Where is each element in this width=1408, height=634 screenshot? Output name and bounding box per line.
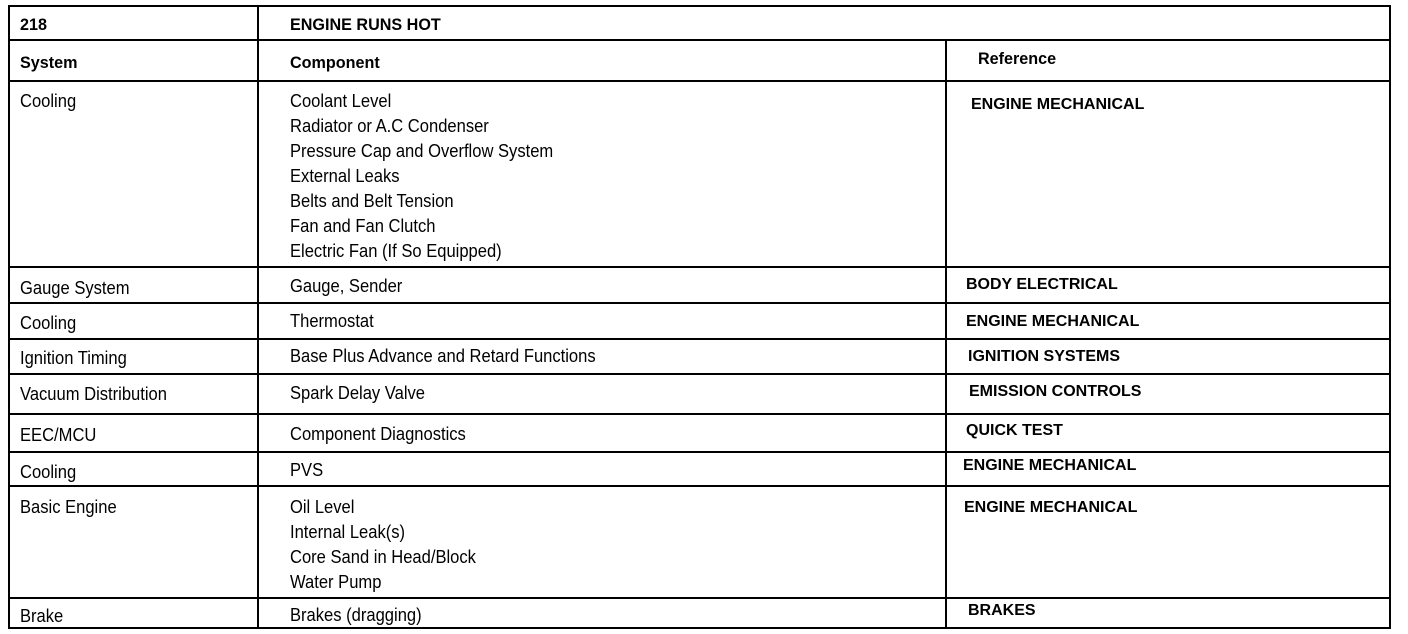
system-name: EEC/MCU	[20, 425, 97, 445]
table-row	[10, 304, 1389, 340]
reference-cell	[947, 415, 1389, 451]
component-cell	[259, 375, 947, 413]
component-cell	[259, 268, 947, 302]
system-name: Vacuum Distribution	[20, 384, 167, 404]
reference-section: ENGINE MECHANICAL	[971, 96, 1145, 113]
system-name: Brake	[20, 606, 64, 626]
reference-section: BRAKES	[968, 602, 1036, 619]
title-cell	[259, 7, 1389, 39]
reference-section: ENGINE MECHANICAL	[964, 499, 1138, 516]
component-cell	[259, 304, 947, 338]
component-cell	[259, 340, 947, 373]
component-item: Core Sand in Head/Block	[290, 547, 476, 567]
component-item: Base Plus Advance and Retard Functions	[290, 346, 596, 366]
component-item: Thermostat	[290, 311, 374, 331]
component-item: Spark Delay Valve	[290, 383, 425, 403]
code-cell	[10, 7, 259, 39]
system-name: Cooling	[20, 91, 77, 111]
table-title-row	[10, 7, 1389, 41]
system-cell	[10, 268, 259, 302]
component-item: Radiator or A.C Condenser	[290, 116, 489, 136]
table-row	[10, 375, 1389, 415]
system-name: Cooling	[20, 313, 77, 333]
system-cell	[10, 82, 259, 266]
reference-column-header: Reference	[978, 49, 1057, 68]
component-item: External Leaks	[290, 166, 400, 186]
system-cell	[10, 599, 259, 629]
reference-cell	[947, 304, 1389, 338]
reference-header-cell	[947, 41, 1389, 80]
system-name: Cooling	[20, 462, 77, 482]
component-cell	[259, 453, 947, 485]
reference-section: ENGINE MECHANICAL	[966, 313, 1140, 330]
component-item: Belts and Belt Tension	[290, 191, 454, 211]
component-item: Pressure Cap and Overflow System	[290, 141, 554, 161]
component-item: Internal Leak(s)	[290, 522, 406, 542]
column-header-row	[10, 41, 1389, 82]
code-number: 218	[20, 15, 47, 34]
table-row	[10, 487, 1389, 599]
component-cell	[259, 82, 947, 266]
table-row	[10, 340, 1389, 375]
component-column-header: Component	[290, 53, 380, 72]
system-cell	[10, 375, 259, 413]
diagnostic-table	[8, 5, 1391, 629]
reference-cell	[947, 340, 1389, 373]
system-header-cell	[10, 41, 259, 80]
reference-section: BODY ELECTRICAL	[966, 276, 1118, 293]
reference-cell	[947, 599, 1389, 629]
system-cell	[10, 304, 259, 338]
system-column-header: System	[20, 53, 78, 72]
table-title: ENGINE RUNS HOT	[290, 15, 441, 34]
reference-cell	[947, 487, 1389, 597]
component-item: Fan and Fan Clutch	[290, 216, 436, 236]
component-item: Coolant Level	[290, 91, 392, 111]
system-cell	[10, 487, 259, 597]
component-item: Oil Level	[290, 497, 355, 517]
table-row	[10, 268, 1389, 304]
component-cell	[259, 487, 947, 597]
system-name: Ignition Timing	[20, 348, 127, 368]
component-item: Gauge, Sender	[290, 276, 403, 296]
table-row	[10, 415, 1389, 453]
system-name: Gauge System	[20, 278, 130, 298]
system-cell	[10, 453, 259, 485]
component-item: Water Pump	[290, 572, 382, 592]
table-row	[10, 82, 1389, 268]
component-cell	[259, 599, 947, 629]
component-header-cell	[259, 41, 947, 80]
reference-cell	[947, 268, 1389, 302]
reference-cell	[947, 453, 1389, 485]
table-row	[10, 599, 1389, 629]
component-item: Component Diagnostics	[290, 424, 466, 444]
system-cell	[10, 340, 259, 373]
table-row	[10, 453, 1389, 487]
system-name: Basic Engine	[20, 497, 117, 517]
component-item: PVS	[290, 460, 324, 480]
component-item: Electric Fan (If So Equipped)	[290, 241, 502, 261]
reference-cell	[947, 82, 1389, 266]
reference-cell	[947, 375, 1389, 413]
reference-section: IGNITION SYSTEMS	[968, 348, 1121, 365]
system-cell	[10, 415, 259, 451]
component-item: Brakes (dragging)	[290, 605, 422, 625]
reference-section: QUICK TEST	[966, 422, 1063, 439]
reference-section: ENGINE MECHANICAL	[963, 457, 1137, 474]
component-cell	[259, 415, 947, 451]
reference-section: EMISSION CONTROLS	[969, 383, 1142, 400]
